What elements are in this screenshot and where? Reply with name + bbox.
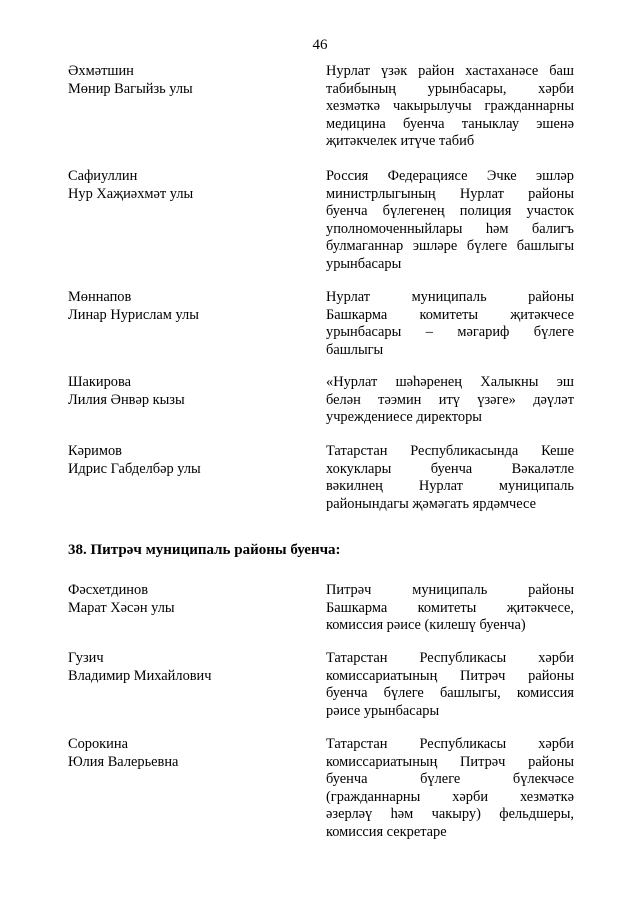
position-description: Нурлат муниципаль районы Башкарма комитеты җитәкчесе урынбасары – мәгариф бүлеге башлыгы <box>326 289 574 358</box>
person-name: Мөннапов Линар Нурислам улы <box>68 289 199 323</box>
section-heading: 38. Питрәч муниципаль районы буенча: <box>68 542 341 558</box>
person-name: Әхмәтшин Мөнир Вагыйзь улы <box>68 63 193 97</box>
position-description: Татарстан Республикасында Кеше хокуклары буенча Вәкаләтле вәкилнең Нурлат муниципаль районындагы җәмәгать ярдәмчесе <box>326 443 574 512</box>
position-description: Питрәч муниципаль районы Башкарма комитеты җитәкчесе, комиссия рәисе (килешү буенча) <box>326 582 574 634</box>
position-description: Татарстан Республикасы хәрби комиссариатының Питрәч районы буенча бүлеге бүлекчәсе (гражданнарны хәрби хезмәткә әзерләү һәм чакыру) фельдшеры, комиссия секретаре <box>326 736 574 840</box>
person-name: Сорокина Юлия Валерьевна <box>68 736 179 770</box>
person-name: Кәримов Идрис Габделбәр улы <box>68 443 201 477</box>
person-name: Гузич Владимир Михайлович <box>68 650 212 684</box>
person-name: Фәсхетдинов Марат Хәсән улы <box>68 582 175 616</box>
page-number: 46 <box>312 37 328 53</box>
position-description: Россия Федерациясе Эчке эшләр министрлыгының Нурлат районы буенча бүлегенең полиция участок уполномоченныйлары һәм балигъ булмаганнар эшләре бүлеге башлыгы урынбасары <box>326 168 574 272</box>
person-name: Шакирова Лилия Әнвәр кызы <box>68 374 185 408</box>
person-name: Сафиуллин Нур Хаҗиәхмәт улы <box>68 168 194 202</box>
position-description: «Нурлат шәһәренең Халыкны эш белән тәэмин итү үзәге» дәүләт учреждениесе директоры <box>326 374 574 426</box>
position-description: Татарстан Республикасы хәрби комиссариатының Питрәч районы буенча бүлеге башлыгы, комиссия рәисе урынбасары <box>326 650 574 719</box>
position-description: Нурлат үзәк район хастаханәсе баш табибының урынбасары, хәрби хезмәткә чакырылучы гражданнарны медицина буенча таныклау эшенә җитәкчелек итүче табиб <box>326 63 574 150</box>
